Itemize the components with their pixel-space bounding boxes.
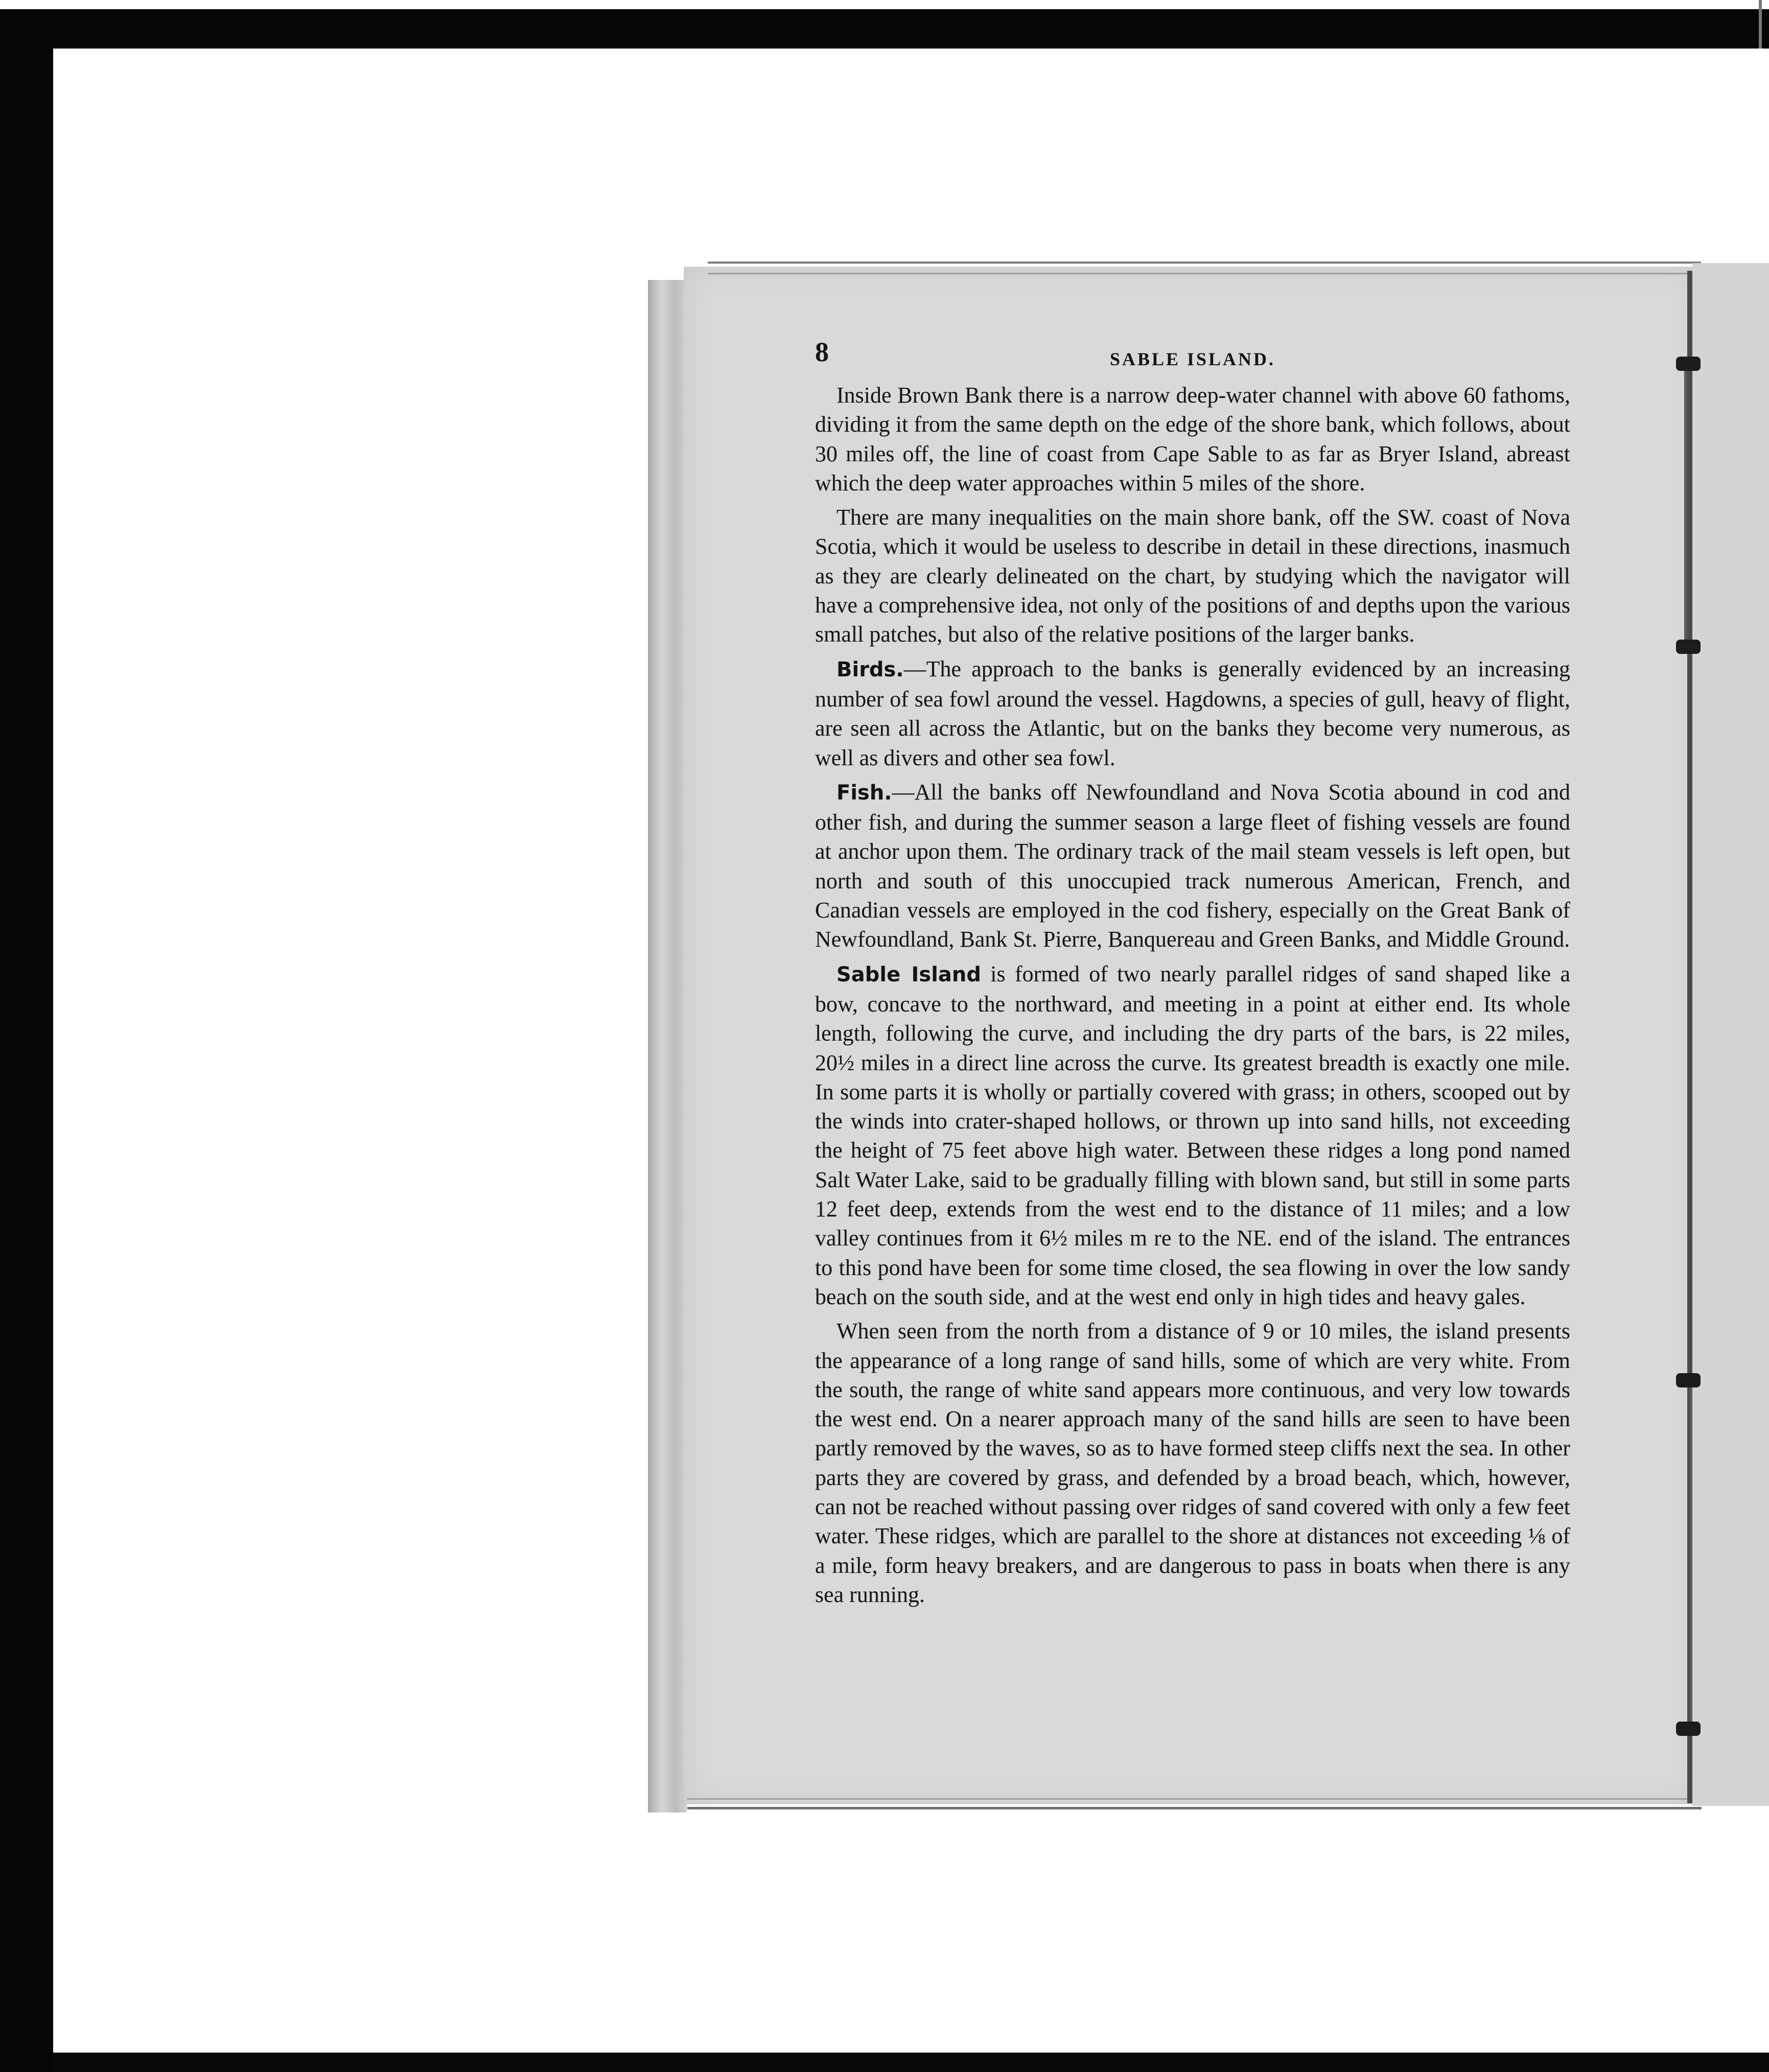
binding-stitch — [1676, 357, 1701, 371]
binding-stitch — [1676, 1373, 1701, 1387]
binding-thread — [1689, 1379, 1692, 1722]
binding-stitch — [1676, 1722, 1701, 1736]
binding-stitch — [1676, 640, 1701, 654]
paragraph — [815, 778, 1570, 954]
page-header — [815, 335, 1570, 381]
paragraph — [815, 381, 1570, 498]
facing-page — [1692, 263, 1769, 1806]
page-top-edge — [708, 262, 1701, 274]
paragraph-text: When seen from the north from a distance of 9 or 10 miles, the island presents the appearance of a long range of sand hills, some of which are very white. From the south, the range of white sand appears more continuous, and very low towards the west end. On a nearer approach many of the sand hills are seen to have been partly removed by the waves, so as to have formed steep cliffs next the sea. In other parts they are covered by grass, and defended by a broad beach, which, however, can not be reached without passing over ridges of sand covered with only a few feet water. These ridges, which are parallel to the shore at distances not exceeding ⅛ of a mile, form heavy breakers, and are dangerous to pass in boats when there is any sea running. — [815, 1318, 1570, 1607]
paragraph — [815, 503, 1570, 649]
binding-thread — [1684, 363, 1687, 649]
paragraph-text: is formed of two nearly parallel ridges of sand shaped like a bow, concave to the northward, and meeting in a point at either end. Its whole length, following the curve, and including the dry parts of the bars, is 22 miles, 20½ miles in a direct line across the curve. Its greatest breadth is exactly one mile. In some parts it is wholly or partially covered with grass; in others, scooped out by the winds into crater-shaped hollows, or thrown up into sand hills, not exceeding the height of 75 feet above high water. Between these ridges a long pond named Salt Water Lake, said to be gradually filling with blown sand, but still in some parts 12 feet deep, extends from the west end to the distance of 11 miles; and a low valley continues from it 6½ miles m re to the NE. end of the island. The entrances to this pond have been for some time closed, the sea flowing in over the low sandy beach on the south side, and at the west end only in high tides and heavy gales. — [815, 961, 1570, 1309]
paragraph-text: There are many inequalities on the main shore bank, off the SW. coast of Nova Scotia, which it would be useless to describe in detail in these directions, inasmuch as they are clearly delineated on the chart, by studying which the navigator will have a comprehensive idea, not only of the positions of and depths upon the various small patches, but also of the relative positions of the larger banks. — [815, 505, 1570, 647]
paragraph — [815, 654, 1570, 772]
section-heading: Sable Island — [836, 962, 981, 986]
book-page-edges — [648, 280, 687, 1812]
section-heading: Fish. — [836, 781, 892, 805]
page-text — [815, 335, 1570, 1614]
page-number: 8 — [815, 337, 829, 367]
paragraph — [815, 1316, 1570, 1609]
film-border-top-gap — [0, 0, 1769, 9]
paragraph-text: —All the banks off Newfoundland and Nova Scotia abound in cod and other fish, and during the summer season a large fleet of fishing vessels are found at anchor upon them. The ordinary track of the mail steam vessels is left open, but north and south of this unoccupied track numerous American, French, and Canadian vessels are employed in the cod fishery, especially on the Great Bank of Newfoundland, Bank St. Pierre, Banquereau and Green Banks, and Middle Ground. — [815, 779, 1570, 952]
film-border-bottom — [53, 2053, 1769, 2072]
film-border-left — [0, 49, 53, 2072]
paragraph-text: Inside Brown Bank there is a narrow deep-water channel with above 60 fathoms, dividing it from the same depth on the edge of the shore bank, which follows, about 30 miles off, the line of coast from Cape Sable to as far as Bryer Island, abreast which the deep water approaches within 5 miles of the shore. — [815, 383, 1570, 496]
section-heading: Birds. — [836, 657, 904, 681]
film-border-mark — [1759, 0, 1762, 49]
running-title: SABLE ISLAND. — [1109, 349, 1276, 369]
page-bottom-edge — [687, 1798, 1702, 1809]
paragraph — [815, 959, 1570, 1312]
paragraph-text: —The approach to the banks is generally evidenced by an increasing number of sea fowl around the vessel. Hagdowns, a species of gull, heavy of flight, are seen all across the Atlantic, but on the banks they become very numerous, as well as divers and other sea fowl. — [815, 656, 1570, 770]
